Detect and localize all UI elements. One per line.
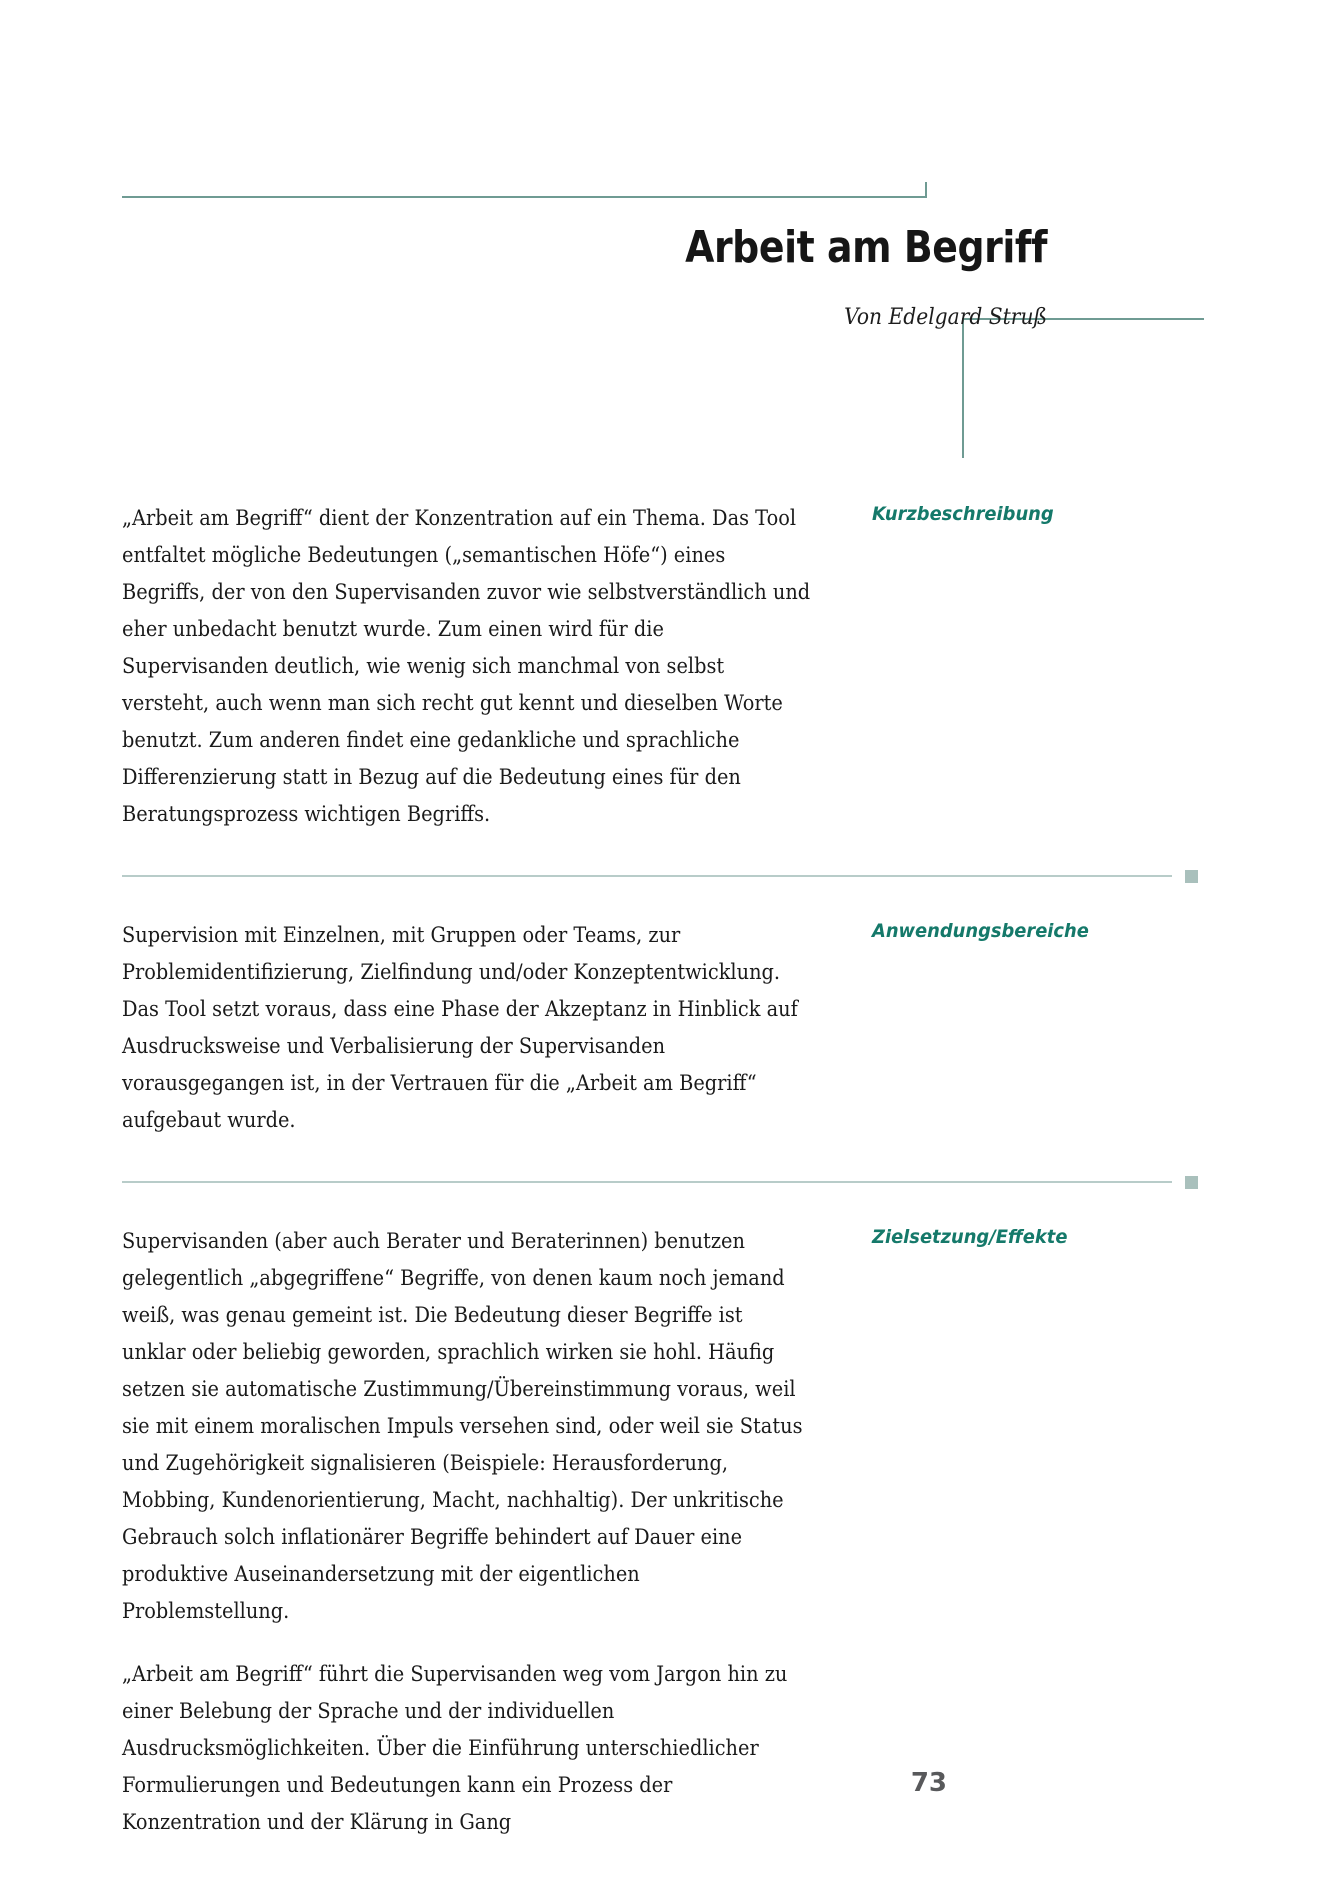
separator-endcap-square xyxy=(1185,870,1198,883)
section-kurzbeschreibung xyxy=(0,500,1320,833)
section-anwendungsbereiche xyxy=(0,917,1320,1139)
section-label: Zielsetzung/Effekte xyxy=(872,1226,1068,1248)
section-separator xyxy=(122,1175,1198,1189)
section-body xyxy=(122,917,812,1139)
paragraph: Supervisanden (aber auch Berater und Beraterinnen) benutzen gelegentlich „abgegriffene“ Begriffe, von denen kaum noch jemand weiß, was genau gemeint ist. Die Bedeutung dieser Begriffe ist unklar oder beliebig geworden, sprachlich wirken sie hohl. Häufig setzen sie automatische Zustimmung/Übereinstimmung voraus, weil sie mit einem moralischen Impuls versehen sind, oder weil sie Status und Zugehörigkeit signalisieren (Beispiele: Herausforderung, Mobbing, Kundenorientierung, Macht, nachhaltig). Der unkritische Gebrauch solch inflationärer Begriffe behindert auf Dauer eine produktive Auseinandersetzung mit der eigentlichen Problemstellung. xyxy=(122,1229,803,1624)
section-label-column xyxy=(812,1223,1198,1249)
page-title: Arbeit am Begriff xyxy=(685,222,1047,273)
section-label-column xyxy=(812,917,1198,943)
section-body xyxy=(122,500,812,833)
section-label-column xyxy=(812,500,1198,526)
header-frame-lower-vertical xyxy=(962,318,964,458)
section-zielsetzung-effekte xyxy=(0,1223,1320,1841)
paragraph: „Arbeit am Begriff“ dient der Konzentration auf ein Thema. Das Tool entfaltet mögliche Bedeutungen („semantischen Höfe“) eines Begriffs, der von den Supervisanden zuvor wie selbstverständlich und eher unbedacht benutzt wurde. Zum einen wird für die Supervisanden deutlich, wie wenig sich manchmal von selbst versteht, auch wenn man sich recht gut kennt und dieselben Worte benutzt. Zum anderen findet eine gedankliche und sprachliche Differenzierung statt in Bezug auf die Bedeutung eines für den Beratungsprozess wichtigen Begriffs. xyxy=(122,506,811,827)
header-frame-top-rule xyxy=(122,196,927,198)
section-separator xyxy=(122,869,1198,883)
separator-endcap-square xyxy=(1185,1176,1198,1189)
section-label: Kurzbeschreibung xyxy=(872,503,1054,525)
section-label: Anwendungsbereiche xyxy=(872,920,1089,942)
paragraph: „Arbeit am Begriff“ führt die Supervisanden weg vom Jargon hin zu einer Belebung der Sprache und der individuellen Ausdrucksmöglichkeiten. Über die Einführung unterschiedlicher Formulierungen und Bedeutungen kann ein Prozess der Konzentration und der Klärung in Gang xyxy=(122,1662,788,1835)
author-byline: Von Edelgard Struß xyxy=(844,305,1047,330)
paragraph: Supervision mit Einzelnen, mit Gruppen oder Teams, zur Problemidentifizierung, Zielfindung und/oder Konzeptentwicklung. Das Tool setzt voraus, dass eine Phase der Akzeptanz in Hinblick auf Ausdrucksweise und Verbalisierung der Supervisanden vorausgegangen ist, in der Vertrauen für die „Arbeit am Begriff“ aufgebaut wurde. xyxy=(122,923,798,1133)
header-frame-top-riser xyxy=(925,182,927,198)
page-number: 73 xyxy=(910,1768,947,1798)
article-content xyxy=(0,500,1320,1841)
section-body xyxy=(122,1223,812,1841)
title-block xyxy=(122,222,1047,332)
separator-rule xyxy=(122,1181,1172,1183)
separator-rule xyxy=(122,875,1172,877)
